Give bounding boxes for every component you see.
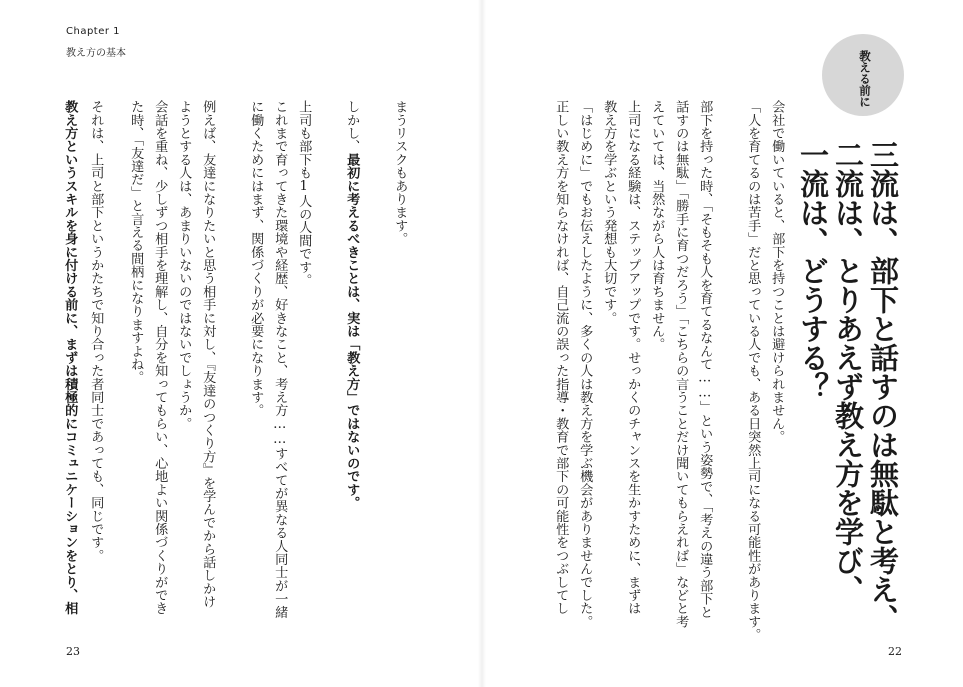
right-body-line-3: 部下を持った時、「そもそも人を育てるなんて……」という姿勢で、「考えの違う部下と xyxy=(697,100,713,619)
right-body-line-9: 正しい教え方を知らなければ、自己流の誤った指導・教育で部下の可能性をつぶしてし xyxy=(553,100,569,615)
section-badge-label: 教える前に xyxy=(858,50,872,108)
left-body-line-2-intro: しかし、 xyxy=(344,100,360,153)
title-line-1: 三流は、部下と話すのは無駄と考え、 xyxy=(866,140,900,633)
page-number-right: 22 xyxy=(888,645,902,658)
left-body-line-7: ようとする人は、あまりいないのではないでしょうか。 xyxy=(176,100,192,430)
left-body-line-2 xyxy=(345,100,358,620)
page-number-left: 23 xyxy=(66,645,80,658)
left-body-line-8: 会話を重ね、少しずつ相手を理解し、自分を知ってもらい、心地よい関係づくりができ xyxy=(152,100,168,615)
left-body-line-10: それは、上司と部下というかたちで知り合った者同士であっても、同じです。 xyxy=(88,100,104,562)
chapter-label: Chapter 1 xyxy=(66,26,121,37)
left-body-line-11: 教え方というスキルを身に付ける前に、まずは積極的にコミュニケーションをとり、相 xyxy=(62,100,78,615)
book-spine-shadow xyxy=(478,0,486,687)
left-body-line-4: これまで育ってきた環境や経歴、好きなこと、考え方……すべてが異なる人同士が一緒 xyxy=(272,100,288,619)
left-body-line-9: た時、「友達だ」と言える間柄になりますよね。 xyxy=(128,100,144,384)
right-body-line-5: えていては、当然ながら人は育ちません。 xyxy=(649,100,665,351)
right-body-line-4: 話すのは無駄」「勝手に育つだろう」「こちらの言うことだけ聞いてもらえれば」などと考 xyxy=(673,100,689,628)
left-body-line-1: まうリスクもあります。 xyxy=(392,100,408,246)
right-body-line-2: 「人を育てるのは苦手」だと思っている人でも、ある日突然上司になる可能性があります。 xyxy=(745,100,761,642)
left-body-line-2-emphasis: 最初に考えるべきことは、実は「教え方」ではないのです。 xyxy=(344,152,360,510)
right-body-line-7: 教え方を学ぶという発想も大切です。 xyxy=(601,100,617,325)
title-line-2: 二流は、とりあえず教え方を学び、 xyxy=(831,140,865,604)
left-body-line-5: に働くためにはまず、関係づくりが必要になります。 xyxy=(248,100,264,417)
right-body-line-8: 「はじめに」でもお伝えしたように、多くの人は教え方を学ぶ機会がありませんでした。 xyxy=(577,100,593,628)
left-body-line-6: 例えば、友達になりたいと思う相手に対し、『友達のつくり方』を学んでから話しかけ xyxy=(200,100,216,609)
left-body-line-3: 上司も部下も1人の人間です。 xyxy=(296,100,312,287)
right-body-line-6: 上司になる経験は、ステップアップです。せっかくのチャンスを生かすために、まずは xyxy=(625,100,641,615)
title-line-3: 一流は、どうする？ xyxy=(796,140,830,401)
right-body-line-1: 会社で働いていると、部下を持つことは避けられません。 xyxy=(769,100,785,444)
chapter-subtitle: 教え方の基本 xyxy=(66,48,126,59)
